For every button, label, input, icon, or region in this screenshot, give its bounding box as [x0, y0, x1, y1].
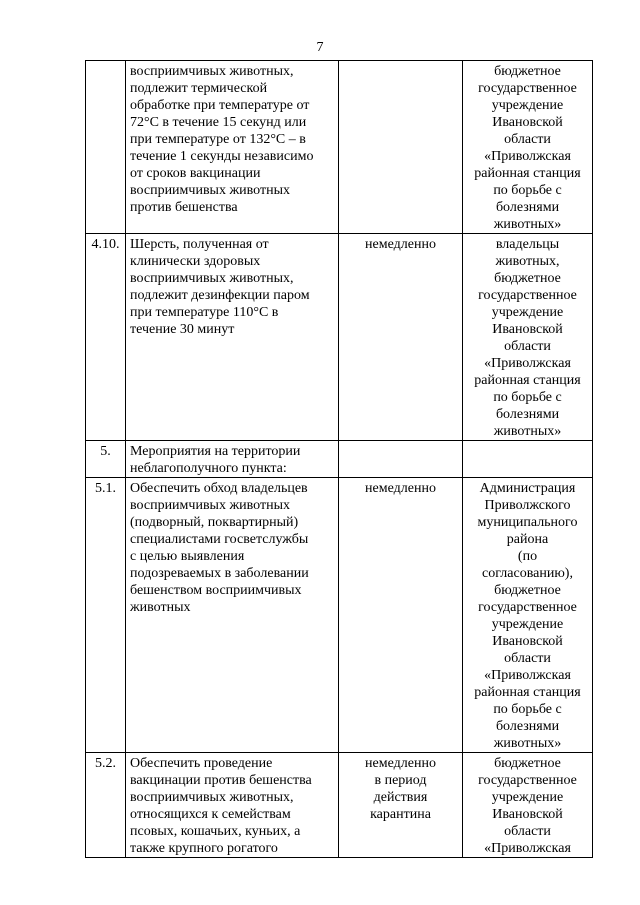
responsible-cell	[463, 478, 593, 753]
responsible-line: районная станция	[474, 166, 581, 181]
responsible-line: учреждение	[491, 790, 564, 805]
deadline-cell	[339, 478, 463, 753]
deadline-cell	[339, 753, 463, 858]
responsible-cell	[463, 61, 593, 234]
responsible-line: согласованию),	[482, 566, 573, 581]
item-number-cell	[86, 441, 126, 478]
measure-text-line: относящихся к семействам	[130, 807, 291, 822]
measure-text-line: Мероприятия на территории	[130, 444, 301, 459]
measure-text-line: восприимчивых животных	[130, 498, 290, 513]
responsible-line: бюджетное	[494, 756, 561, 771]
responsible-line: области	[504, 132, 551, 147]
measure-text-line: восприимчивых животных,	[130, 64, 294, 79]
responsible-line: животных»	[493, 736, 562, 751]
table-row	[86, 753, 593, 858]
measure-text-line: 72°С в течение 15 секунд или	[130, 115, 307, 130]
deadline-line: карантина	[370, 807, 431, 822]
responsible-line: Ивановской	[492, 634, 563, 649]
responsible-line: Администрация	[479, 481, 576, 496]
responsible-line: учреждение	[491, 617, 564, 632]
page-number: 7	[316, 40, 324, 55]
responsible-line: области	[504, 339, 551, 354]
deadline-line: действия	[373, 790, 428, 805]
responsible-line: животных»	[493, 424, 562, 439]
table-row	[86, 234, 593, 441]
table-row	[86, 61, 593, 234]
measure-text-cell	[126, 234, 339, 441]
responsible-line: животных»	[493, 217, 562, 232]
table-row	[86, 441, 593, 478]
measure-text-line: Обеспечить проведение	[130, 756, 273, 771]
item-number-cell	[86, 61, 126, 234]
responsible-line: Ивановской	[492, 322, 563, 337]
measure-text-cell	[126, 753, 339, 858]
measure-text-cell	[126, 478, 339, 753]
deadline-line: немедленно	[365, 756, 436, 771]
measure-text-line: с целью выявления	[130, 549, 245, 564]
responsible-line: болезнями	[495, 200, 560, 215]
responsible-cell	[463, 441, 593, 478]
responsible-line: области	[504, 651, 551, 666]
measure-text-line: подлежит дезинфекции паром	[130, 288, 310, 303]
responsible-line: болезнями	[495, 407, 560, 422]
item-number: 5.2.	[95, 756, 116, 771]
responsible-cell	[463, 234, 593, 441]
responsible-line: муниципального	[477, 515, 578, 530]
responsible-line: бюджетное	[494, 271, 561, 286]
responsible-line: «Приволжская	[484, 668, 571, 683]
responsible-line: по борьбе с	[493, 183, 562, 198]
responsible-line: районная станция	[474, 685, 581, 700]
responsible-line: Приволжского	[484, 498, 571, 513]
responsible-line: государственное	[478, 600, 577, 615]
responsible-line: «Приволжская	[484, 841, 571, 856]
item-number: 5.	[100, 444, 111, 459]
measure-text-line: течение 30 минут	[130, 322, 235, 337]
deadline-line: в период	[374, 773, 427, 788]
measure-text-line: животных	[130, 600, 191, 615]
measure-text-line: при температуре от 132°С – в	[130, 132, 306, 147]
measure-text-line: подозреваемых в заболевании	[130, 566, 309, 581]
measure-text-line: псовых, кошачьих, куньих, а	[130, 824, 301, 839]
measure-text-line: обработке при температуре от	[130, 98, 310, 113]
deadline-line: немедленно	[365, 237, 436, 252]
measure-text-line: против бешенства	[130, 200, 238, 215]
measure-text-line: специалистами госветслужбы	[130, 532, 309, 547]
responsible-line: «Приволжская	[484, 149, 571, 164]
measure-text-line: подлежит термической	[130, 81, 268, 96]
responsible-line: (по	[517, 549, 538, 564]
measure-text-line: при температуре 110°С в	[130, 305, 279, 320]
responsible-line: районная станция	[474, 373, 581, 388]
deadline-cell	[339, 234, 463, 441]
measure-text-line: (подворный, поквартирный)	[130, 515, 299, 530]
responsible-line: по борьбе с	[493, 702, 562, 717]
responsible-line: бюджетное	[494, 64, 561, 79]
measures-table	[85, 60, 593, 858]
item-number: 4.10.	[91, 237, 120, 252]
measure-text-line: также крупного рогатого	[130, 841, 278, 856]
responsible-line: района	[506, 532, 549, 547]
measure-text-line: восприимчивых животных,	[130, 271, 294, 286]
responsible-line: Ивановской	[492, 807, 563, 822]
responsible-line: учреждение	[491, 305, 564, 320]
item-number-cell	[86, 753, 126, 858]
deadline-cell	[339, 441, 463, 478]
measure-text-line: восприимчивых животных	[130, 183, 290, 198]
table-body	[86, 61, 593, 858]
responsible-line: «Приволжская	[484, 356, 571, 371]
measure-text-line: восприимчивых животных,	[130, 790, 294, 805]
measure-text-line: бешенством восприимчивых	[130, 583, 302, 598]
responsible-line: по борьбе с	[493, 390, 562, 405]
item-number: 5.1.	[95, 481, 116, 496]
deadline-cell	[339, 61, 463, 234]
responsible-line: государственное	[478, 81, 577, 96]
responsible-line: болезнями	[495, 719, 560, 734]
measure-text-cell	[126, 441, 339, 478]
responsible-cell	[463, 753, 593, 858]
table-row	[86, 478, 593, 753]
responsible-line: учреждение	[491, 98, 564, 113]
responsible-line: государственное	[478, 773, 577, 788]
measure-text-line: клинически здоровых	[130, 254, 261, 269]
deadline-line: немедленно	[365, 481, 436, 496]
responsible-line: Ивановской	[492, 115, 563, 130]
item-number-cell	[86, 234, 126, 441]
measure-text-line: Обеспечить обход владельцев	[130, 481, 308, 496]
measure-text-line: от сроков вакцинации	[130, 166, 261, 181]
measure-text-line: Шерсть, полученная от	[130, 237, 269, 252]
responsible-line: области	[504, 824, 551, 839]
measure-text-line: вакцинации против бешенства	[130, 773, 312, 788]
measure-text-line: неблагополучного пункта:	[130, 461, 287, 476]
measure-text-cell	[126, 61, 339, 234]
responsible-line: владельцы	[495, 237, 560, 252]
responsible-line: государственное	[478, 288, 577, 303]
measure-text-line: течение 1 секунды независимо	[130, 149, 314, 164]
responsible-line: животных,	[495, 254, 560, 269]
responsible-line: бюджетное	[494, 583, 561, 598]
item-number-cell	[86, 478, 126, 753]
